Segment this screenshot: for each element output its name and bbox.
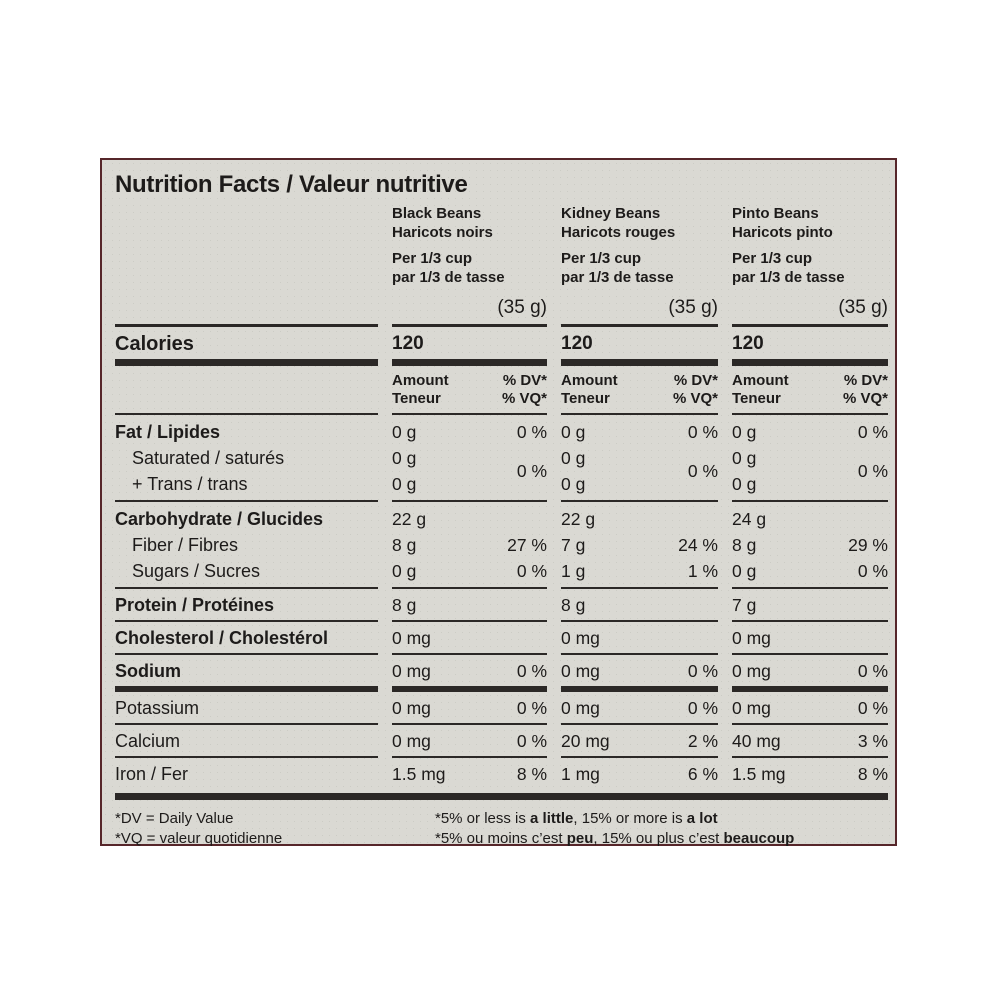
dv-vq — [673, 372, 718, 408]
bean-name-fr: Haricots rouges — [561, 224, 676, 241]
carbohydrate-amount: 24 g — [732, 509, 767, 529]
sodium-dv: 0 % — [687, 661, 718, 681]
potassium-values-black — [392, 692, 547, 725]
serving-en: Per 1/3 cup — [732, 250, 813, 267]
protein-amount: 8 g — [392, 595, 417, 615]
potassium-amount: 0 mg — [732, 698, 771, 718]
serving-weight: (35 g) — [497, 297, 547, 318]
fat-values-black — [392, 415, 547, 502]
carbohydrate-amount: 22 g — [392, 509, 427, 529]
column-header-black-beans — [392, 204, 547, 320]
calories-value-kidney: 120 — [561, 324, 718, 366]
serving-size — [732, 249, 888, 287]
iron-values-kidney — [561, 758, 718, 791]
fat-dv: 0 % — [516, 422, 547, 442]
amount-fr: Teneur — [561, 390, 610, 407]
protein-row — [115, 589, 888, 622]
amount-header-spacer — [115, 366, 378, 415]
carbohydrate-label: Carbohydrate / Glucides — [115, 509, 324, 529]
column-headers — [115, 204, 888, 320]
sugars-amount: 0 g — [732, 561, 757, 581]
protein-values-kidney — [561, 589, 718, 622]
dv-en: % DV* — [502, 372, 547, 389]
guidance-fr-part: *5% ou moins c’est — [435, 830, 567, 847]
carbohydrate-section — [115, 502, 888, 589]
potassium-label: Potassium — [115, 692, 378, 725]
trans-amount: 0 g — [732, 474, 757, 494]
bean-name — [392, 204, 547, 242]
bean-name-fr: Haricots noirs — [392, 224, 493, 241]
saturated-amount: 0 g — [561, 448, 586, 468]
sugars-dv: 0 % — [516, 561, 547, 581]
bean-name-en: Pinto Beans — [732, 205, 819, 222]
carbohydrate-values-pinto — [732, 502, 888, 589]
sodium-label: Sodium — [115, 655, 378, 692]
serving-fr: par 1/3 de tasse — [561, 269, 674, 286]
potassium-values-kidney — [561, 692, 718, 725]
header-spacer — [115, 204, 378, 320]
cholesterol-amount: 0 mg — [561, 628, 600, 648]
potassium-dv: 0 % — [516, 698, 547, 718]
iron-dv: 8 % — [516, 764, 547, 784]
potassium-values-pinto — [732, 692, 888, 725]
fat-dv: 0 % — [687, 422, 718, 442]
fat-values-pinto — [732, 415, 888, 502]
fat-values-kidney — [561, 415, 718, 502]
serving-weight: (35 g) — [838, 297, 888, 318]
protein-values-black — [392, 589, 547, 622]
guidance-en-bold: a little — [530, 810, 574, 827]
serving-fr: par 1/3 de tasse — [732, 269, 845, 286]
serving-weight: (35 g) — [668, 297, 718, 318]
saturated-label: Saturated / saturés — [132, 448, 285, 468]
fat-section — [115, 415, 888, 502]
dv-en: % DV* — [843, 372, 888, 389]
guidance-en-bold: a lot — [686, 810, 718, 827]
guidance-fr — [435, 829, 888, 849]
sat-trans-dv: 0 % — [687, 461, 718, 481]
amount-header-kidney — [561, 366, 718, 415]
calcium-dv: 0 % — [516, 731, 547, 751]
iron-dv: 6 % — [687, 764, 718, 784]
sodium-values-black — [392, 655, 547, 692]
trans-amount: 0 g — [392, 474, 417, 494]
amount-en: Amount — [561, 372, 618, 389]
bean-name-en: Black Beans — [392, 205, 482, 222]
footnotes — [115, 809, 888, 849]
footnotes-guidance — [435, 809, 888, 849]
fat-labels — [115, 415, 378, 502]
fiber-label: Fiber / Fibres — [132, 535, 239, 555]
carbohydrate-amount: 22 g — [561, 509, 596, 529]
serving-en: Per 1/3 cup — [561, 250, 642, 267]
guidance-fr-bold: beaucoup — [723, 830, 795, 847]
amount-fr: Teneur — [392, 390, 441, 407]
calcium-amount: 0 mg — [392, 731, 431, 751]
cholesterol-amount: 0 mg — [392, 628, 431, 648]
cholesterol-values-black — [392, 622, 547, 655]
sugars-amount: 1 g — [561, 561, 586, 581]
serving-size — [392, 249, 547, 287]
guidance-en-part: *5% or less is — [435, 810, 531, 827]
amount-teneur — [392, 372, 449, 408]
vq-definition: *VQ = valeur quotidienne — [115, 830, 283, 847]
bean-name-en: Kidney Beans — [561, 205, 661, 222]
protein-amount: 7 g — [732, 595, 757, 615]
guidance-fr-part: , 15% ou plus c’est — [593, 830, 724, 847]
amount-header-black — [392, 366, 547, 415]
fat-label: Fat / Lipides — [115, 422, 221, 442]
potassium-dv: 0 % — [857, 698, 888, 718]
footnotes-definitions — [115, 809, 435, 849]
cholesterol-values-pinto — [732, 622, 888, 655]
dv-fr: % VQ* — [842, 390, 888, 407]
sodium-values-pinto — [732, 655, 888, 692]
calories-row — [115, 324, 888, 366]
nutrition-facts-label — [100, 158, 897, 846]
calcium-values-black — [392, 725, 547, 758]
fiber-amount: 7 g — [561, 535, 586, 555]
sodium-amount: 0 mg — [392, 661, 431, 681]
sodium-dv: 0 % — [857, 661, 888, 681]
trans-label: + Trans / trans — [132, 474, 248, 494]
iron-label: Iron / Fer — [115, 764, 189, 784]
sodium-amount: 0 mg — [561, 661, 600, 681]
carbohydrate-values-kidney — [561, 502, 718, 589]
calcium-amount: 20 mg — [561, 731, 610, 751]
serving-en: Per 1/3 cup — [392, 250, 473, 267]
sugars-dv: 1 % — [687, 561, 718, 581]
iron-amount: 1.5 mg — [392, 764, 446, 784]
calcium-amount: 40 mg — [732, 731, 781, 751]
calcium-values-pinto — [732, 725, 888, 758]
protein-amount: 8 g — [561, 595, 586, 615]
iron-row — [115, 758, 888, 791]
fiber-amount: 8 g — [732, 535, 757, 555]
fiber-dv: 29 % — [848, 535, 888, 555]
amount-en: Amount — [392, 372, 449, 389]
calories-label: Calories — [115, 324, 378, 366]
protein-values-pinto — [732, 589, 888, 622]
fat-amount: 0 g — [732, 422, 757, 442]
column-header-kidney-beans — [561, 204, 718, 320]
potassium-amount: 0 mg — [392, 698, 431, 718]
dv-fr: % VQ* — [501, 390, 547, 407]
sugars-amount: 0 g — [392, 561, 417, 581]
iron-amount: 1 mg — [561, 764, 600, 784]
bean-name — [561, 204, 718, 242]
amount-teneur — [732, 372, 789, 408]
potassium-amount: 0 mg — [561, 698, 600, 718]
iron-values-black — [392, 758, 547, 791]
cholesterol-amount: 0 mg — [732, 628, 771, 648]
calories-value-pinto: 120 — [732, 324, 888, 366]
dv-fr: % VQ* — [672, 390, 718, 407]
trans-amount: 0 g — [561, 474, 586, 494]
guidance-en-part: , 15% or more is — [573, 810, 687, 827]
serving-fr: par 1/3 de tasse — [392, 269, 505, 286]
amount-header-pinto — [732, 366, 888, 415]
cholesterol-row — [115, 622, 888, 655]
fat-dv: 0 % — [857, 422, 888, 442]
iron-values-pinto — [732, 758, 888, 791]
sat-trans-dv: 0 % — [857, 461, 888, 481]
amount-header-row — [115, 366, 888, 415]
potassium-dv: 0 % — [687, 698, 718, 718]
amount-fr: Teneur — [732, 390, 781, 407]
sugars-dv: 0 % — [857, 561, 888, 581]
calcium-dv: 2 % — [687, 731, 718, 751]
fiber-amount: 8 g — [392, 535, 417, 555]
fat-amount: 0 g — [561, 422, 586, 442]
guidance-fr-bold: peu — [566, 830, 594, 847]
iron-dv: 8 % — [857, 764, 888, 784]
sodium-values-kidney — [561, 655, 718, 692]
sodium-row — [115, 655, 888, 692]
calcium-values-kidney — [561, 725, 718, 758]
saturated-amount: 0 g — [732, 448, 757, 468]
guidance-en — [435, 809, 888, 829]
carbohydrate-values-black — [392, 502, 547, 589]
carbohydrate-labels — [115, 502, 378, 589]
saturated-amount: 0 g — [392, 448, 417, 468]
iron-amount: 1.5 mg — [732, 764, 786, 784]
cholesterol-values-kidney — [561, 622, 718, 655]
bottom-divider-bar — [115, 793, 888, 800]
sugars-label: Sugars / Sucres — [132, 561, 261, 581]
serving-size — [561, 249, 718, 287]
cholesterol-label: Cholesterol / Cholestérol — [115, 622, 378, 655]
label-title: Nutrition Facts / Valeur nutritive — [115, 171, 468, 198]
bean-name-fr: Haricots pinto — [732, 224, 833, 241]
calories-value-black: 120 — [392, 324, 547, 366]
dv-vq — [502, 372, 547, 408]
amount-teneur — [561, 372, 618, 408]
sat-trans-dv: 0 % — [516, 461, 547, 481]
protein-label: Protein / Protéines — [115, 589, 378, 622]
fiber-dv: 24 % — [678, 535, 718, 555]
calcium-row — [115, 725, 888, 758]
calcium-label: Calcium — [115, 725, 378, 758]
fiber-dv: 27 % — [507, 535, 547, 555]
bean-name — [732, 204, 888, 242]
dv-en: % DV* — [673, 372, 718, 389]
amount-en: Amount — [732, 372, 789, 389]
potassium-row — [115, 692, 888, 725]
sodium-dv: 0 % — [516, 661, 547, 681]
column-header-pinto-beans — [732, 204, 888, 320]
dv-definition: *DV = Daily Value — [115, 810, 234, 827]
dv-vq — [843, 372, 888, 408]
calcium-dv: 3 % — [857, 731, 888, 751]
fat-amount: 0 g — [392, 422, 417, 442]
sodium-amount: 0 mg — [732, 661, 771, 681]
